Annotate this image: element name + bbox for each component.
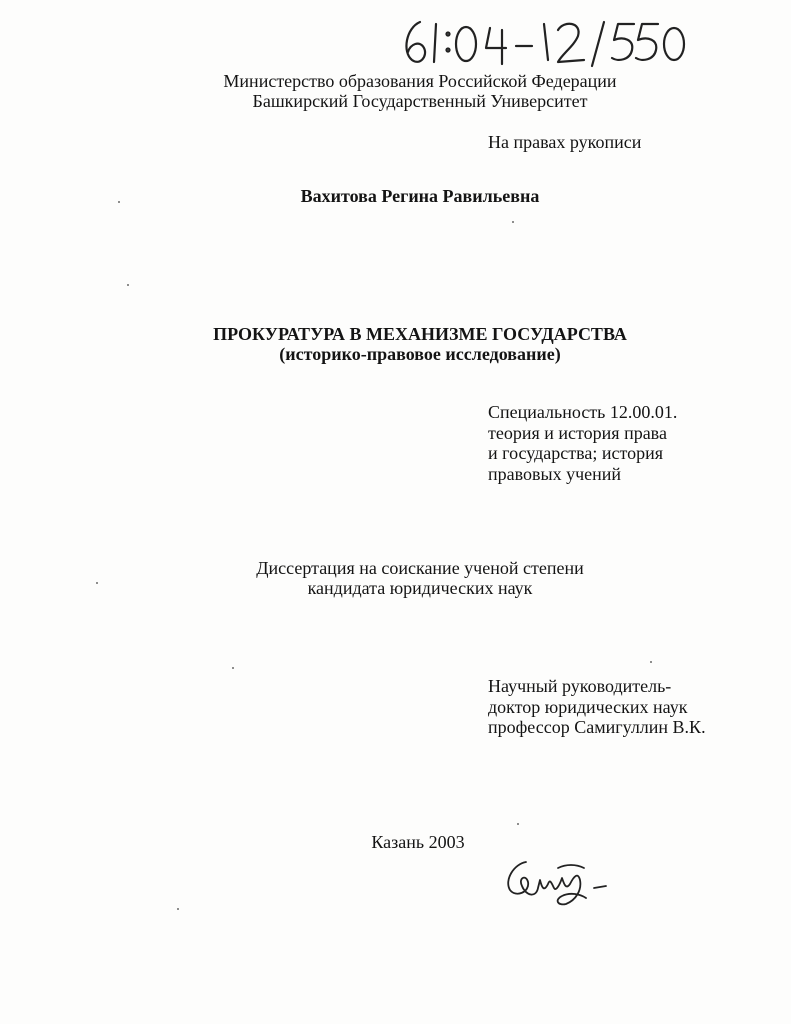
specialty-block — [488, 402, 677, 484]
scan-speck — [177, 908, 179, 910]
scan-speck — [517, 823, 519, 825]
specialty-line: Специальность 12.00.01. — [488, 402, 678, 422]
dissertation-subtitle: (историко-правовое исследование) — [279, 344, 561, 364]
scan-speck — [232, 667, 234, 669]
supervisor-block — [488, 676, 706, 738]
rights-note: На правах рукописи — [488, 132, 642, 152]
specialty-line: правовых учений — [488, 463, 622, 484]
dissertation-title: ПРОКУРАТУРА В МЕХАНИЗМЕ ГОСУДАРСТВА — [213, 324, 627, 344]
supervisor-line: Научный руководитель- — [488, 676, 672, 696]
scan-speck — [127, 284, 129, 286]
scan-speck — [96, 582, 98, 584]
university-line: Башкирский Государственный Университет — [252, 91, 588, 111]
specialty-line: и государства; история — [488, 443, 664, 463]
scan-speck — [118, 201, 120, 203]
ministry-line: Министерство образования Российской Федерации — [223, 71, 617, 91]
dissertation-degree-line2: кандидата юридических наук — [307, 578, 533, 598]
place-year: Казань 2003 — [371, 832, 465, 852]
dissertation-degree-line1: Диссертация на соискание ученой степени — [256, 558, 584, 578]
specialty-line: теория и история права — [488, 422, 667, 443]
author-name: Вахитова Регина Равильевна — [300, 186, 540, 206]
scan-speck — [650, 661, 652, 663]
supervisor-line: доктор юридических наук — [488, 696, 688, 717]
scan-speck — [512, 221, 514, 223]
supervisor-line: профессор Самигуллин В.К. — [488, 717, 706, 737]
signature — [496, 854, 616, 910]
handwritten-archive-number — [398, 14, 688, 74]
